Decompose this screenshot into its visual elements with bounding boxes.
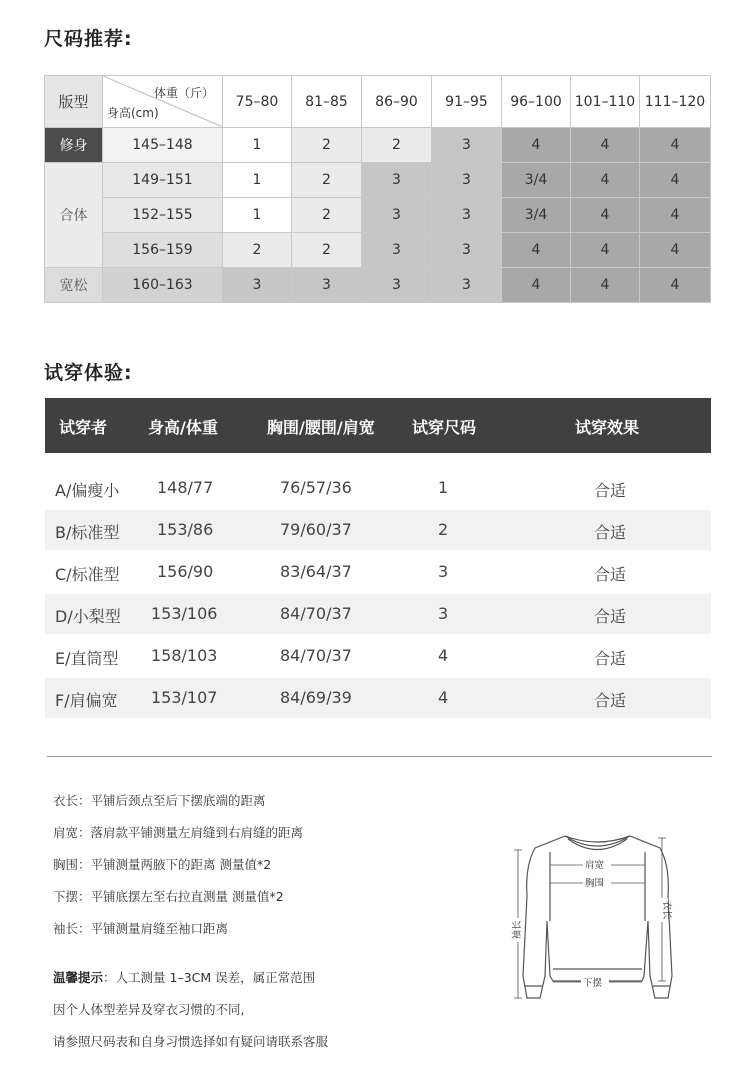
measure-cell: 76/57/36 (280, 478, 352, 497)
measure-cell: 84/70/37 (280, 604, 352, 623)
size-cell: 3 (432, 268, 502, 303)
size-cell: 4 (640, 233, 711, 268)
size-cell: 4 (438, 646, 449, 665)
person-cell: A/偏瘦小 (55, 481, 120, 500)
size-cell: 4 (640, 198, 711, 233)
height-weight-cell: 148/77 (157, 478, 214, 497)
size-cell: 3 (432, 233, 502, 268)
size-cell: 3 (362, 233, 432, 268)
size-cell: 4 (571, 163, 640, 198)
size-cell: 4 (571, 128, 640, 163)
note-line-3: 请参照尺码表和自身习惯选择如有疑问请联系客服 (53, 1034, 329, 1049)
try-table-header (45, 398, 711, 453)
col-header-size: 试穿尺码 (412, 418, 477, 437)
size-cell: 4 (571, 198, 640, 233)
shoulder-label: 肩宽 (585, 860, 605, 871)
col-header-height-weight: 身高/体重 (148, 418, 218, 437)
size-table-container (44, 75, 710, 308)
height-cell: 152–155 (103, 198, 223, 233)
table-row (45, 594, 711, 634)
table-row (45, 510, 711, 550)
note-chest: 胸围：平铺测量两腋下的距离 测量值*2 (53, 857, 272, 872)
table-row (45, 678, 711, 718)
size-cell: 4 (502, 233, 571, 268)
weight-range-header: 81–85 (292, 76, 362, 128)
size-cell: 4 (571, 233, 640, 268)
fit-header: 版型 (45, 76, 103, 128)
sweater-outline-icon (510, 826, 685, 1016)
chest-label: 胸围 (585, 878, 605, 889)
weight-range-header: 91–95 (432, 76, 502, 128)
fit-loose: 宽松 (45, 268, 103, 303)
tip-text: ：人工测量 1–3CM 误差，属正常范围 (103, 970, 316, 985)
size-cell: 3 (438, 604, 449, 623)
measure-cell: 84/69/39 (280, 688, 352, 707)
height-weight-cell: 158/103 (151, 646, 218, 665)
note-sleeve: 袖长：平铺测量肩缝至袖口距离 (53, 921, 229, 936)
height-cell: 149–151 (103, 163, 223, 198)
table-row (45, 233, 711, 268)
measure-cell: 83/64/37 (280, 562, 352, 581)
result-cell: 合适 (594, 523, 627, 542)
person-cell: C/标准型 (55, 565, 120, 584)
height-weight-cell: 156/90 (157, 562, 214, 581)
size-cell: 4 (640, 268, 711, 303)
col-header-measurements: 胸围/腰围/肩宽 (267, 418, 375, 437)
height-weight-cell: 153/107 (151, 688, 218, 707)
size-table (44, 75, 711, 303)
size-cell: 4 (502, 268, 571, 303)
size-cell: 2 (292, 233, 362, 268)
result-cell: 合适 (594, 565, 627, 584)
person-cell: F/肩偏宽 (55, 691, 118, 710)
person-cell: E/直筒型 (55, 649, 119, 668)
divider (47, 756, 712, 757)
fit-slim: 修身 (45, 128, 103, 163)
sweater-diagram (510, 826, 685, 1016)
size-cell: 1 (223, 163, 292, 198)
size-cell: 3/4 (502, 163, 571, 198)
note-line-2: 因个人体型差异及穿衣习惯的不同, (53, 1002, 245, 1017)
table-row (45, 552, 711, 592)
height-label: 身高(cm) (107, 106, 159, 120)
note-length: 衣长：平铺后颈点至后下摆底端的距离 (53, 793, 266, 808)
height-cell: 145–148 (103, 128, 223, 163)
size-cell: 3 (432, 128, 502, 163)
measure-cell: 84/70/37 (280, 646, 352, 665)
weight-label: 体重（斤） (153, 86, 214, 100)
size-cell: 2 (223, 233, 292, 268)
height-weight-cell: 153/86 (157, 520, 214, 539)
size-cell: 3/4 (502, 198, 571, 233)
sleeve-label: 袖长 (512, 920, 523, 940)
table-row (45, 198, 711, 233)
size-cell: 4 (438, 688, 449, 707)
size-cell: 3 (438, 562, 449, 581)
size-cell: 2 (362, 128, 432, 163)
size-cell: 3 (292, 268, 362, 303)
height-weight-cell: 153/106 (151, 604, 218, 623)
size-cell: 4 (640, 128, 711, 163)
weight-range-header: 111–120 (640, 76, 711, 128)
size-cell: 2 (438, 520, 449, 539)
table-row (45, 163, 711, 198)
col-header-result: 试穿效果 (575, 418, 640, 437)
table-row (45, 268, 711, 303)
person-cell: B/标准型 (55, 523, 120, 542)
table-row (45, 128, 711, 163)
size-cell: 2 (292, 163, 362, 198)
result-cell: 合适 (594, 649, 627, 668)
person-cell: D/小梨型 (55, 607, 121, 626)
size-cell: 4 (502, 128, 571, 163)
size-section-title: 尺码推荐: (44, 28, 133, 50)
table-row (45, 468, 711, 508)
result-cell: 合适 (594, 691, 627, 710)
tip-label: 温馨提示 (53, 970, 104, 985)
size-cell: 2 (292, 198, 362, 233)
size-cell: 3 (432, 198, 502, 233)
size-cell: 4 (640, 163, 711, 198)
col-header-person: 试穿者 (59, 418, 108, 437)
result-cell: 合适 (594, 607, 627, 626)
height-cell: 156–159 (103, 233, 223, 268)
size-cell: 2 (292, 128, 362, 163)
tip-line (53, 968, 315, 986)
fit-regular: 合体 (45, 163, 103, 268)
length-label: 衣长 (661, 900, 672, 920)
size-cell: 4 (571, 268, 640, 303)
size-cell: 3 (362, 268, 432, 303)
weight-range-header: 86–90 (362, 76, 432, 128)
result-cell: 合适 (594, 481, 627, 500)
try-section-title: 试穿体验: (44, 362, 133, 384)
hem-label: 下摆 (583, 978, 603, 989)
size-cell: 1 (223, 198, 292, 233)
height-cell: 160–163 (103, 268, 223, 303)
table-row (45, 636, 711, 676)
size-cell: 1 (438, 478, 449, 497)
note-hem: 下摆：平铺底摆左至右拉直测量 测量值*2 (53, 889, 284, 904)
diagonal-header (103, 76, 223, 128)
measure-cell: 79/60/37 (280, 520, 352, 539)
size-cell: 1 (223, 128, 292, 163)
size-cell: 3 (362, 198, 432, 233)
note-shoulder: 肩宽：落肩款平铺测量左肩缝到右肩缝的距离 (53, 825, 304, 840)
weight-range-header: 96–100 (502, 76, 571, 128)
weight-range-header: 101–110 (571, 76, 640, 128)
weight-range-header: 75–80 (223, 76, 292, 128)
size-cell: 3 (362, 163, 432, 198)
size-cell: 3 (223, 268, 292, 303)
size-cell: 3 (432, 163, 502, 198)
